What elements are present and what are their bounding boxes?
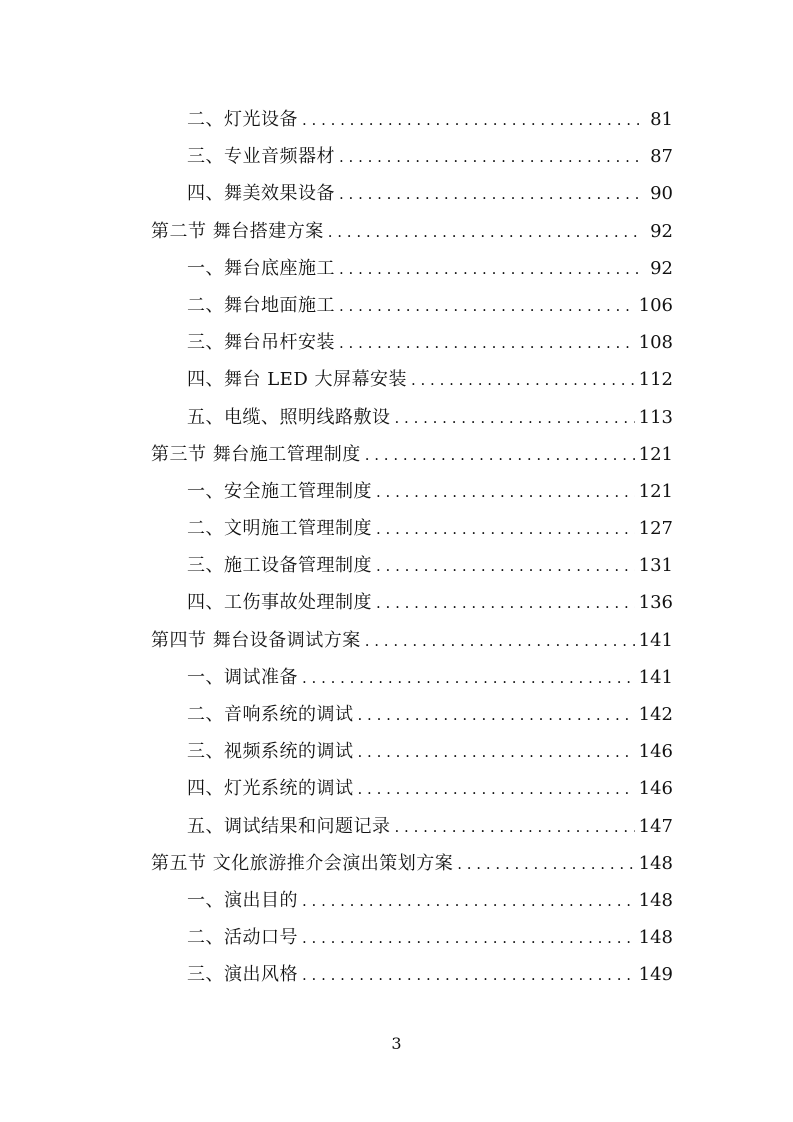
- toc-entry-title: 第二节 舞台搭建方案: [151, 220, 324, 242]
- table-of-contents: [0, 101, 793, 994]
- toc-section-row[interactable]: [0, 213, 793, 250]
- toc-entry-title: 二、灯光设备: [187, 109, 298, 130]
- toc-dot-leader: [339, 325, 635, 362]
- toc-entry-title: 四、舞美效果设备: [187, 183, 335, 205]
- toc-subsection-row[interactable]: [0, 510, 793, 547]
- toc-entry-title: 一、演出目的: [187, 889, 298, 911]
- toc-section-row[interactable]: [0, 845, 793, 882]
- toc-subsection-row[interactable]: [0, 770, 793, 807]
- toc-entry-page: 141: [638, 666, 673, 688]
- toc-dot-leader: [302, 920, 635, 957]
- toc-entry-title: 第三节 舞台施工管理制度: [151, 443, 361, 465]
- toc-subsection-row[interactable]: [0, 175, 793, 212]
- toc-entry-page: 106: [638, 294, 673, 316]
- toc-entry-title: 二、活动口号: [187, 927, 298, 949]
- toc-entry-page: 146: [638, 741, 673, 763]
- toc-entry-title: 五、调试结果和问题记录: [187, 815, 391, 837]
- toc-subsection-row[interactable]: [0, 399, 793, 436]
- toc-subsection-row[interactable]: [0, 361, 793, 398]
- toc-entry-title: 五、电缆、照明线路敷设: [187, 406, 391, 428]
- toc-entry-page: 131: [638, 555, 673, 577]
- toc-entry-title: 四、舞台 LED 大屏幕安装: [187, 369, 407, 391]
- toc-entry-page: 148: [638, 927, 673, 949]
- toc-entry-title: 三、施工设备管理制度: [187, 555, 372, 577]
- toc-entry-title: 第四节 舞台设备调试方案: [151, 629, 361, 651]
- toc-subsection-row[interactable]: [0, 547, 793, 584]
- toc-dot-leader: [376, 548, 635, 585]
- toc-entry-page: 148: [638, 852, 673, 874]
- toc-entry-page: 148: [638, 889, 673, 911]
- toc-entry-title: 三、演出风格: [187, 964, 298, 986]
- toc-entry-page: 121: [638, 443, 673, 465]
- toc-entry-title: 一、安全施工管理制度: [187, 480, 372, 502]
- toc-subsection-row[interactable]: [0, 101, 793, 138]
- toc-dot-leader: [302, 883, 635, 920]
- toc-entry-title: 一、调试准备: [187, 666, 298, 688]
- toc-entry-title: 三、舞台吊杆安装: [187, 332, 335, 354]
- toc-subsection-row[interactable]: [0, 138, 793, 175]
- toc-entry-page: 108: [638, 332, 673, 354]
- toc-entry-page: 92: [650, 257, 673, 279]
- toc-entry-title: 二、舞台地面施工: [187, 294, 335, 316]
- toc-section-row[interactable]: [0, 436, 793, 473]
- toc-entry-page: 127: [638, 518, 673, 540]
- toc-entry-title: 一、舞台底座施工: [187, 257, 335, 279]
- toc-entry-page: 92: [650, 220, 673, 242]
- toc-entry-title: 二、音响系统的调试: [187, 704, 354, 725]
- toc-entry-page: 113: [638, 406, 673, 428]
- toc-dot-leader: [358, 734, 635, 771]
- toc-subsection-row[interactable]: [0, 956, 793, 993]
- toc-dot-leader: [339, 139, 639, 176]
- toc-subsection-row[interactable]: [0, 287, 793, 324]
- toc-dot-leader: [302, 957, 635, 994]
- toc-dot-leader: [339, 176, 639, 213]
- toc-dot-leader: [358, 697, 635, 734]
- toc-dot-leader: [328, 214, 639, 251]
- toc-dot-leader: [302, 102, 639, 139]
- toc-subsection-row[interactable]: [0, 733, 793, 770]
- toc-section-row[interactable]: [0, 622, 793, 659]
- page-number: 3: [391, 1034, 402, 1053]
- toc-entry-page: 147: [638, 815, 673, 837]
- toc-dot-leader: [395, 809, 635, 846]
- toc-entry-title: 三、视频系统的调试: [187, 741, 354, 763]
- toc-entry-page: 112: [638, 369, 673, 391]
- toc-entry-page: 90: [650, 183, 673, 205]
- toc-entry-page: 121: [638, 480, 673, 502]
- toc-entry-page: 149: [638, 964, 673, 986]
- toc-entry-page: 141: [638, 629, 673, 651]
- toc-entry-page: 146: [638, 778, 673, 800]
- toc-dot-leader: [395, 400, 635, 437]
- toc-entry-title: 三、专业音频器材: [187, 146, 335, 168]
- toc-entry-title: 二、文明施工管理制度: [187, 518, 372, 540]
- toc-dot-leader: [376, 474, 635, 511]
- toc-dot-leader: [339, 251, 639, 288]
- toc-entry-page: 142: [638, 704, 673, 725]
- toc-dot-leader: [376, 511, 635, 548]
- toc-subsection-row[interactable]: [0, 919, 793, 956]
- toc-subsection-row[interactable]: [0, 882, 793, 919]
- toc-entry-page: 136: [638, 592, 673, 614]
- toc-subsection-row[interactable]: [0, 659, 793, 696]
- toc-dot-leader: [358, 771, 635, 808]
- toc-dot-leader: [365, 437, 635, 474]
- toc-dot-leader: [339, 288, 635, 325]
- toc-subsection-row[interactable]: [0, 473, 793, 510]
- toc-subsection-row[interactable]: [0, 324, 793, 361]
- toc-subsection-row[interactable]: [0, 584, 793, 621]
- toc-entry-page: 81: [650, 109, 673, 130]
- toc-dot-leader: [365, 623, 635, 660]
- toc-subsection-row[interactable]: [0, 696, 793, 733]
- toc-dot-leader: [376, 585, 635, 622]
- toc-dot-leader: [457, 846, 634, 883]
- toc-entry-title: 第五节 文化旅游推介会演出策划方案: [151, 852, 454, 874]
- toc-entry-page: 87: [650, 146, 673, 168]
- toc-dot-leader: [302, 660, 635, 697]
- toc-entry-title: 四、灯光系统的调试: [187, 778, 354, 800]
- toc-subsection-row[interactable]: [0, 808, 793, 845]
- toc-entry-title: 四、工伤事故处理制度: [187, 592, 372, 614]
- toc-dot-leader: [411, 362, 635, 399]
- toc-subsection-row[interactable]: [0, 250, 793, 287]
